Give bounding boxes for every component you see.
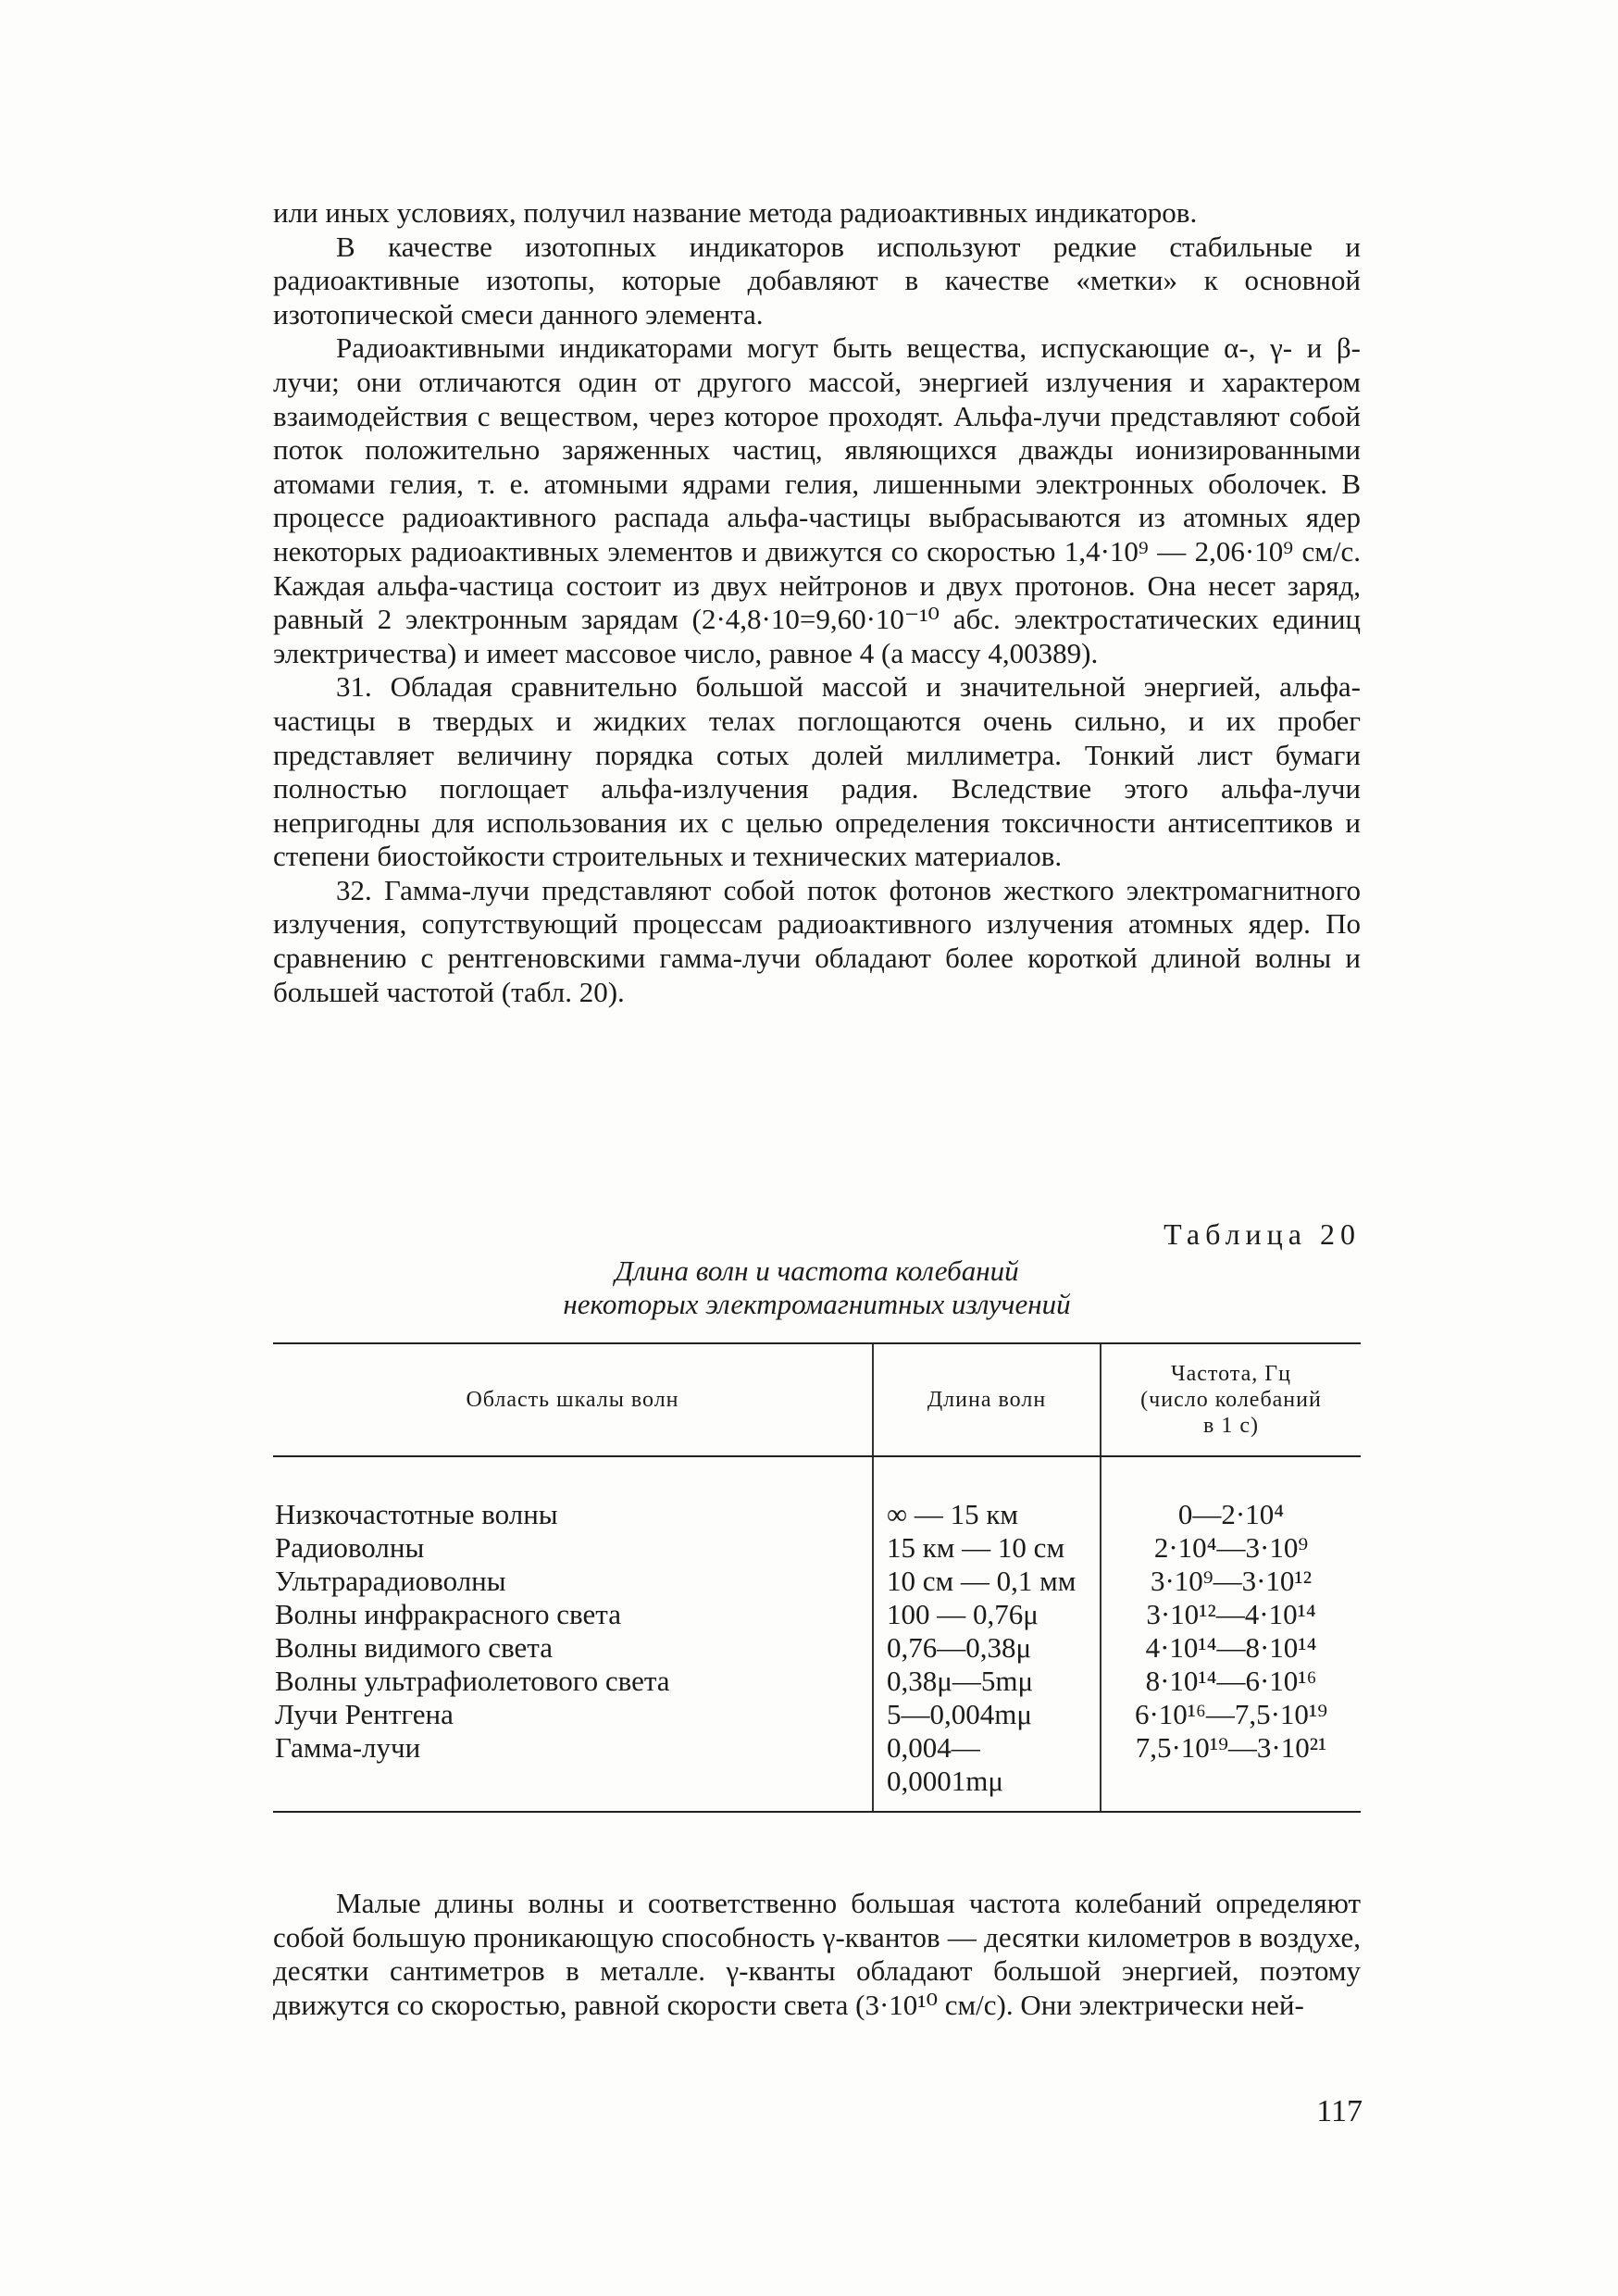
table-row [273, 1565, 1361, 1598]
cell-frequency: 7,5·10¹⁹—3·10²¹ [1101, 1731, 1361, 1812]
table-title-line: некоторых электромагнитных излучений [563, 1288, 1071, 1320]
cell-region: Лучи Рентгена [275, 1698, 454, 1730]
paragraph: 31. Обладая сравнительно большой массой и значительной энергией, альфа-частицы в твердых и жидких телах поглощаются очень сильно, и их пробег представляет величину порядка сотых долей миллиметра. Тонкий лист бумаги полностью поглощает альфа-излучения радия. Вследствие этого альфа-лучи непригодны для использования их с целью определения токсичности антисептиков и степени биостойкости строительных и технических материалов. [273, 670, 1361, 873]
table-row [273, 1698, 1361, 1731]
cell-frequency: 3·10⁹—3·10¹² [1101, 1565, 1361, 1598]
cell-frequency: 0—2·10⁴ [1101, 1456, 1361, 1531]
cell-frequency: 8·10¹⁴—6·10¹⁶ [1101, 1665, 1361, 1698]
table-row [273, 1631, 1361, 1665]
table-row [273, 1531, 1361, 1565]
paragraph: 32. Гамма-лучи представляют собой поток фотонов жесткого электромагнитного излучения, сопутствующий процессам радиоактивного излучения атомных ядер. По сравнению с рентгеновскими гамма-лучи обладают более короткой длиной волны и большей частотой (табл. 20). [273, 873, 1361, 1008]
paragraph: Малые длины волны и соответственно большая частота колебаний определяют собой большую проникающую способность γ-квантов — десятки километров в воздухе, десятки сантиметров в металле. γ-кванты обладают большой энергией, поэтому движутся со скоростью, равной скорости света (3·10¹⁰ см/с). Они электрически ней- [273, 1887, 1361, 2021]
paragraph: или иных условиях, получил название метода радиоактивных индикаторов. [273, 196, 1198, 229]
table-title [273, 1254, 1361, 1321]
cell-length: 100 — 0,76μ [873, 1598, 1101, 1631]
closing-text [273, 1887, 1361, 2022]
table-title-line: Длина волн и частота колебаний [615, 1254, 1019, 1287]
cell-region: Ультрарадиоволны [275, 1565, 506, 1597]
cell-length: 5—0,004mμ [873, 1698, 1101, 1731]
page-number: 117 [1316, 2094, 1363, 2128]
table-row [273, 1731, 1361, 1812]
cell-length: ∞ — 15 км [873, 1456, 1101, 1531]
header-frequency-line: Частота, Гц [1171, 1362, 1291, 1386]
header-frequency-line: (число колебаний [1140, 1388, 1322, 1412]
cell-length: 15 км — 10 см [873, 1531, 1101, 1565]
paragraph: Радиоактивными индикаторами могут быть вещества, испускающие α-, γ- и β-лучи; они отличаются один от другого массой, энергией излучения и характером взаимодействия с веществом, через которое проходят. Альфа-лучи представляют собой поток положительно заряженных частиц, являющихся дважды ионизированными атомами гелия, т. е. атомными ядрами гелия, лишенными электронных оболочек. В процессе радиоактивного распада альфа-частицы выбрасываются из атомных ядер некоторых радиоактивных элементов и движутся со скоростью 1,4·10⁹ — 2,06·10⁹ см/с. Каждая альфа-частица состоит из двух нейтронов и двух протонов. Она несет заряд, равный 2 электронным зарядам (2·4,8·10=9,60·10⁻¹⁰ абс. электростатических единиц электричества) и имеет массовое число, равное 4 (а массу 4,00389). [273, 331, 1361, 669]
table-label: Таблица 20 [1164, 1217, 1361, 1251]
cell-frequency: 3·10¹²—4·10¹⁴ [1101, 1598, 1361, 1631]
header-frequency-line: в 1 с) [1203, 1414, 1259, 1438]
cell-region: Волны ультрафиолетового света [275, 1665, 670, 1697]
cell-frequency: 6·10¹⁶—7,5·10¹⁹ [1101, 1698, 1361, 1731]
header-frequency [1101, 1343, 1361, 1456]
cell-region: Волны видимого света [275, 1631, 553, 1664]
cell-length: 0,76—0,38μ [873, 1631, 1101, 1665]
header-length: Длина волн [873, 1343, 1101, 1456]
cell-frequency: 4·10¹⁴—8·10¹⁴ [1101, 1631, 1361, 1665]
table-header-row [273, 1343, 1361, 1456]
cell-length: 10 см — 0,1 мм [873, 1565, 1101, 1598]
paragraph: В качестве изотопных индикаторов используют редкие стабильные и радиоактивные изотопы, которые добавляют в качестве «метки» к основной изотопической смеси данного элемента. [273, 230, 1361, 331]
cell-region: Радиоволны [275, 1531, 425, 1564]
header-region: Область шкалы волн [273, 1343, 873, 1456]
body-text [273, 196, 1361, 1009]
cell-region: Гамма-лучи [273, 1731, 873, 1812]
data-table [273, 1342, 1361, 1813]
cell-region: Низкочастотные волны [275, 1498, 558, 1530]
cell-length: 0,004— 0,0001mμ [873, 1731, 1101, 1812]
table-row [273, 1665, 1361, 1698]
table-row [273, 1598, 1361, 1631]
table-row [273, 1456, 1361, 1531]
cell-length: 0,38μ—5mμ [873, 1665, 1101, 1698]
cell-region: Волны инфракрасного света [275, 1598, 621, 1630]
cell-frequency: 2·10⁴—3·10⁹ [1101, 1531, 1361, 1565]
